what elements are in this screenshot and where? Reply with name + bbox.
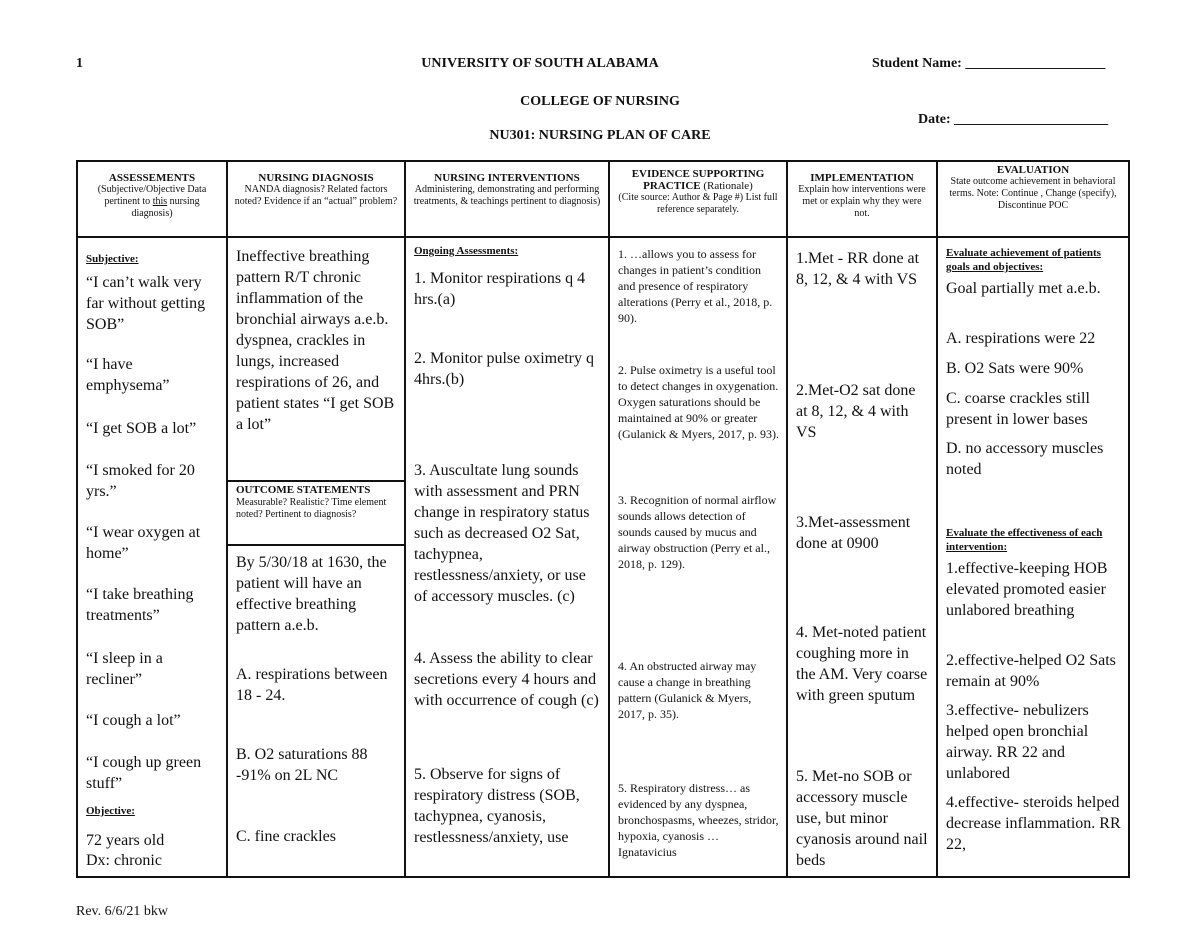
revision-footer: Rev. 6/6/21 bkw <box>76 904 169 919</box>
goal-item: B. O2 Sats were 90% <box>946 360 1084 377</box>
col-header-assessments: ASSESSEMENTS (Subjective/Objective Data pertinent to this nursing diagnosis) <box>77 161 227 237</box>
ongoing-assessments-label: Ongoing Assessments: <box>414 245 519 257</box>
goal-status: Goal partially met a.e.b. <box>946 280 1101 297</box>
intervention-item: 2. Monitor pulse oximetry q 4hrs.(b) <box>414 350 594 388</box>
implementation-item: 5. Met-no SOB or accessory muscle use, but minor cyanosis around nail beds <box>796 768 928 869</box>
subjective-label: Subjective: <box>86 253 139 265</box>
date-field[interactable]: Date: ______________________ <box>918 112 1109 127</box>
implementation-item: 3.Met-assessment done at 0900 <box>796 514 911 552</box>
subjective-item: “I cough a lot” <box>86 712 181 729</box>
evidence-item: 1. …allows you to assess for changes in patient’s condition and presence of respiratory alterations (Perry et al., 2018, p. 90). <box>618 247 773 325</box>
subjective-item: “I can’t walk very far without getting SOB” <box>86 274 206 333</box>
subjective-item: “I have emphysema” <box>86 356 170 394</box>
outcome-statements-header: OUTCOME STATEMENTS Measurable? Realistic? Time element noted? Pertinent to diagnosis? <box>236 484 387 520</box>
col-header-diagnosis: NURSING DIAGNOSIS NANDA diagnosis? Related factors noted? Evidence if an “actual” problem? <box>227 161 405 237</box>
subjective-item: “I take breathing treatments” <box>86 586 194 624</box>
effectiveness-item: 3.effective- nebulizers helped open bronchial airway. RR 22 and unlabored <box>946 702 1089 782</box>
interventions-cell <box>405 237 609 877</box>
subjective-item: “I wear oxygen at home” <box>86 524 201 562</box>
table-header-row <box>77 161 1129 237</box>
objective-label: Objective: <box>86 805 135 817</box>
effectiveness-item: 2.effective-helped O2 Sats remain at 90% <box>946 652 1116 690</box>
diagnosis-text: Ineffective breathing pattern R/T chronic inflammation of the bronchial airways a.e.b. dyspnea, crackles in lungs, increased respirations of 26, and patient states “I get SOB a lot” <box>236 248 395 433</box>
subjective-item: “I get SOB a lot” <box>86 420 197 437</box>
table-body-row <box>77 237 1129 877</box>
col-header-evidence: EVIDENCE SUPPORTING PRACTICE (Rationale) (Cite source: Author & Page #) List full reference separately. <box>609 161 787 237</box>
intervention-item: 1. Monitor respirations q 4 hrs.(a) <box>414 270 586 308</box>
implementation-item: 4. Met-noted patient coughing more in the AM. Very coarse with green sputum <box>796 624 928 704</box>
student-name-field[interactable]: Student Name: ____________________ <box>872 56 1106 71</box>
objective-item: Dx: chronic <box>86 852 162 869</box>
effectiveness-label: Evaluate the effectiveness of each intervention: <box>946 527 1103 553</box>
care-plan-table <box>76 160 1130 878</box>
page-number: 1 <box>76 56 83 71</box>
course-title: NU301: NURSING PLAN OF CARE <box>489 128 711 143</box>
goals-label: Evaluate achievement of patients goals and objectives: <box>946 247 1101 273</box>
implementation-cell <box>787 237 937 877</box>
evidence-item: 5. Respiratory distress… as evidenced by any dyspnea, bronchospasms, wheezes, stridor, hypoxia, cyanosis … Ignatavicius <box>618 781 779 859</box>
intervention-item: 5. Observe for signs of respiratory distress (SOB, tachypnea, cyanosis, restlessness/anxiety, use <box>414 766 580 846</box>
subjective-item: “I cough up green stuff” <box>86 754 202 792</box>
evidence-item: 3. Recognition of normal airflow sounds allows detection of sounds caused by mucus and airway obstruction (Perry et al., 2018, p. 129). <box>618 493 777 571</box>
intervention-item: 3. Auscultate lung sounds with assessment and PRN change in respiratory status such as decreased O2 Sat, tachypnea, restlessness/anxiety, or use of accessory muscles. (c) <box>414 462 590 605</box>
goal-item: A. respirations were 22 <box>946 330 1096 347</box>
outcome-item: C. fine crackles <box>236 828 336 845</box>
college-title: COLLEGE OF NURSING <box>520 94 680 109</box>
outcome-item: B. O2 saturations 88 -91% on 2L NC <box>236 746 368 784</box>
outcome-item: A. respirations between 18 - 24. <box>236 666 388 704</box>
evidence-cell <box>609 237 787 877</box>
university-title: UNIVERSITY OF SOUTH ALABAMA <box>421 56 659 71</box>
goal-item: C. coarse crackles still present in lower bases <box>946 390 1090 428</box>
evaluation-cell <box>937 237 1129 877</box>
subjective-item: “I smoked for 20 yrs.” <box>86 462 195 500</box>
col-header-implementation: IMPLEMENTATION Explain how interventions were met or explain why they were not. <box>787 161 937 237</box>
outcome-text: By 5/30/18 at 1630, the patient will have an effective breathing pattern a.e.b. <box>236 554 387 634</box>
effectiveness-item: 1.effective-keeping HOB elevated promoted easier unlabored breathing <box>946 560 1108 619</box>
assessments-cell <box>77 237 227 877</box>
col-header-interventions: NURSING INTERVENTIONS Administering, demonstrating and performing treatments, & teachings pertinent to diagnosis) <box>405 161 609 237</box>
evidence-item: 4. An obstructed airway may cause a change in breathing pattern (Gulanick & Myers, 2017, p. 35). <box>618 659 757 721</box>
diagnosis-cell <box>227 237 405 877</box>
implementation-item: 2.Met-O2 sat done at 8, 12, & 4 with VS <box>796 382 916 441</box>
implementation-item: 1.Met - RR done at 8, 12, & 4 with VS <box>796 250 920 288</box>
evidence-item: 2. Pulse oximetry is a useful tool to detect changes in oxygenation. Oxygen saturations should be maintained at 90% or greater (Gulanick & Myers, 2017, p. 93). <box>618 363 779 441</box>
subjective-item: “I sleep in a recliner” <box>86 650 163 688</box>
col-header-evaluation: EVALUATION State outcome achievement in behavioral terms. Note: Continue , Change (specify), Discontinue POC <box>937 161 1129 237</box>
intervention-item: 4. Assess the ability to clear secretions every 4 hours and with occurrence of cough (c) <box>414 650 599 709</box>
objective-item: 72 years old <box>86 832 165 849</box>
effectiveness-item: 4.effective- steroids helped decrease inflammation. RR 22, <box>946 794 1121 853</box>
goal-item: D. no accessory muscles noted <box>946 440 1104 478</box>
